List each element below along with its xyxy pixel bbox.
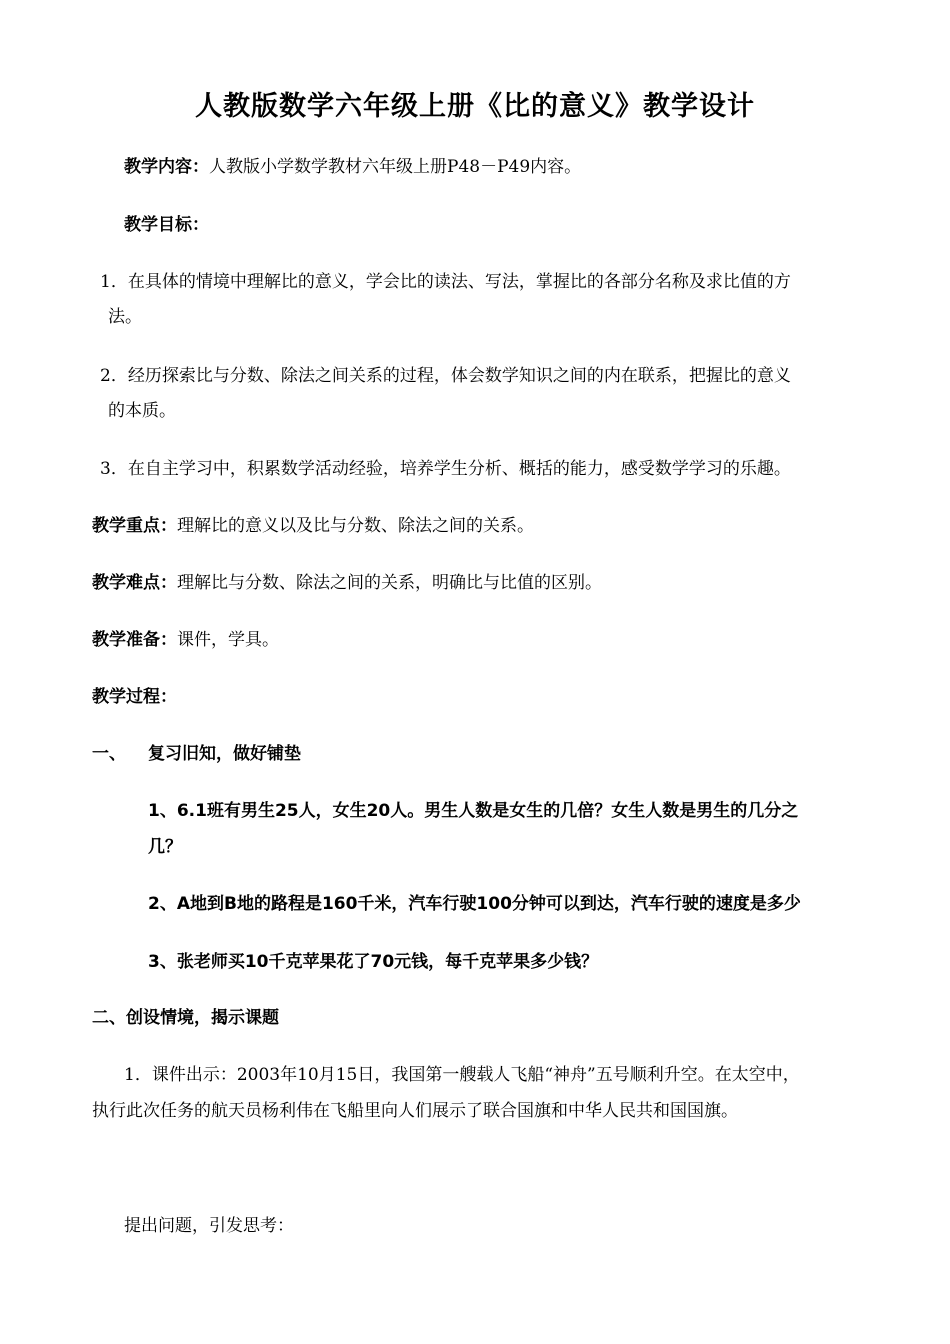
closing-prompt: 提出问题，引发思考： bbox=[124, 1216, 294, 1236]
goal-1-line1: 1．在具体的情境中理解比的意义，学会比的读法、写法，掌握比的各部分名称及求比值的方 bbox=[100, 272, 791, 292]
goal-1-line2: 法。 bbox=[108, 307, 142, 327]
review-question-1-line1: 1、6.1班有男生25人，女生20人。男生人数是女生的几倍？女生人数是男生的几分之 bbox=[148, 801, 799, 821]
section-1-number: 一、 bbox=[92, 744, 126, 764]
review-question-3: 3、张老师买10千克苹果花了70元钱，每千克苹果多少钱？ bbox=[148, 952, 599, 972]
section-2-heading: 二、创设情境，揭示课题 bbox=[92, 1008, 279, 1028]
preparation-label: 教学准备： bbox=[92, 630, 177, 650]
key-point-label: 教学重点： bbox=[92, 516, 177, 536]
document-title: 人教版数学六年级上册《比的意义》教学设计 bbox=[195, 91, 755, 122]
goal-3: 3．在自主学习中，积累数学活动经验，培养学生分析、概括的能力，感受数学学习的乐趣。 bbox=[100, 459, 791, 479]
review-question-1-line2: 几？ bbox=[148, 837, 182, 857]
teaching-content bbox=[124, 155, 581, 179]
key-point bbox=[92, 514, 534, 538]
key-point-text: 理解比的意义以及比与分数、除法之间的关系。 bbox=[177, 516, 534, 536]
difficulty-text: 理解比与分数、除法之间的关系，明确比与比值的区别。 bbox=[177, 573, 602, 593]
teaching-content-label: 教学内容： bbox=[124, 157, 209, 177]
goal-2-line2: 的本质。 bbox=[108, 401, 176, 421]
difficulty-label: 教学难点： bbox=[92, 573, 177, 593]
teaching-content-text: 人教版小学数学教材六年级上册P48－P49内容。 bbox=[209, 157, 582, 177]
difficulty bbox=[92, 571, 602, 595]
goal-2-line1: 2．经历探索比与分数、除法之间关系的过程，体会数学知识之间的内在联系，把握比的意义 bbox=[100, 366, 791, 386]
preparation bbox=[92, 628, 279, 652]
process-label: 教学过程： bbox=[92, 687, 177, 707]
teaching-goals-label: 教学目标： bbox=[124, 215, 209, 235]
section-2-paragraph-line1: 1．课件出示：2003年10月15日，我国第一艘载人飞船“神舟”五号顺利升空。在太空中， bbox=[124, 1065, 800, 1085]
section-2-paragraph-line2: 执行此次任务的航天员杨利伟在飞船里向人们展示了联合国旗和中华人民共和国国旗。 bbox=[92, 1101, 738, 1121]
review-question-2: 2、A地到B地的路程是160千米，汽车行驶100分钟可以到达，汽车行驶的速度是多少 bbox=[148, 894, 801, 914]
section-1-heading: 复习旧知，做好铺垫 bbox=[148, 744, 301, 764]
preparation-text: 课件，学具。 bbox=[177, 630, 279, 650]
